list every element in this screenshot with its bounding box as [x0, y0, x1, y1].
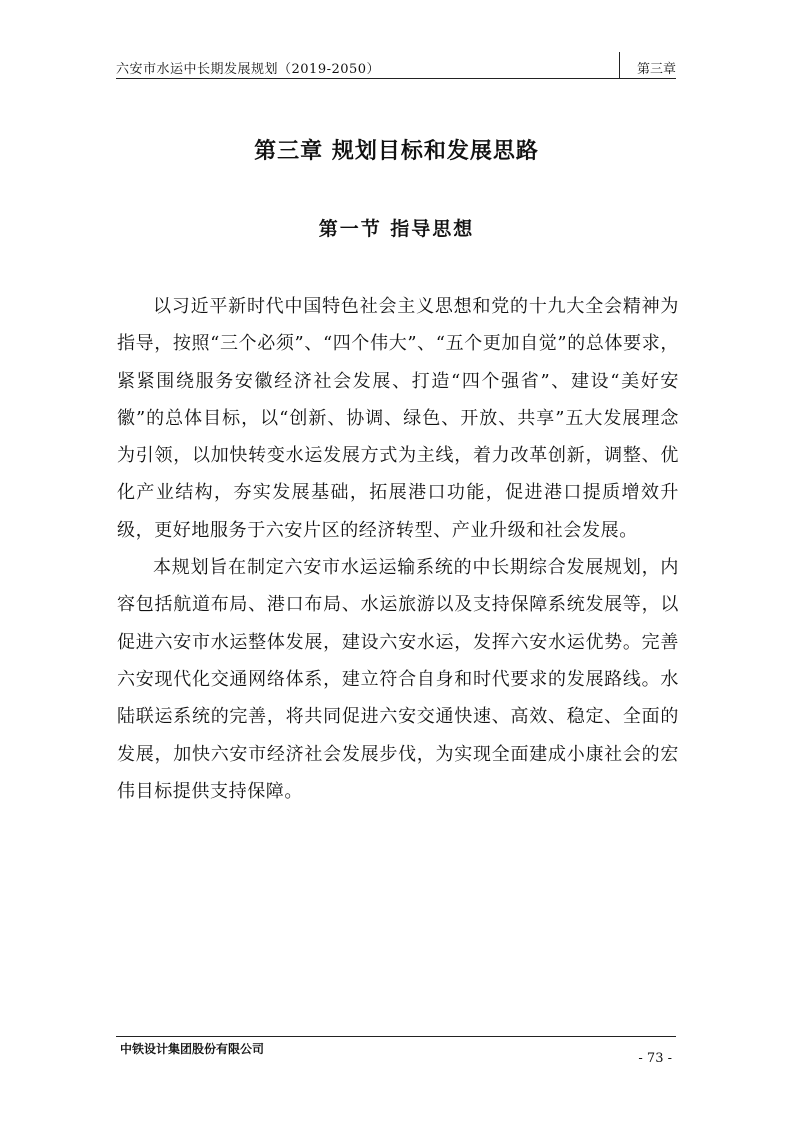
page-footer: [116, 1036, 676, 1066]
page-number: - 73 -: [638, 1051, 672, 1066]
header-document-title: 六安市水运中长期发展规划（2019-2050）: [116, 62, 381, 77]
paragraph: 以习近平新时代中国特色社会主义思想和党的十九大全会精神为指导，按照“三个必须”、“四个伟大”、“五个更加自觉”的总体要求，紧紧围绕服务安徽经济社会发展、打造“四个强省”、建设“美好安徽”的总体目标，以“创新、协调、绿色、开放、共享”五大发展理念为引领，以加快转变水运发展方式为主线，着力改革创新，调整、优化产业结构，夯实发展基础，拓展港口功能，促进港口提质增效升级，更好地服务于六安片区的经济转型、产业升级和社会发展。: [117, 296, 679, 541]
footer-company-name: 中铁设计集团股份有限公司: [120, 1042, 265, 1056]
section-title: 第一节 指导思想: [318, 218, 475, 240]
body-text: [117, 288, 679, 810]
paragraph: 本规划旨在制定六安市水运运输系统的中长期综合发展规划，内容包括航道布局、港口布局、水运旅游以及支持保障系统发展等，以促进六安市水运整体发展，建设六安水运，发挥六安水运优势。完善六安现代化交通网络体系，建立符合自身和时代要求的发展路线。水陆联运系统的完善，将共同促进六安交通快速、高效、稳定、全面的发展，加快六安市经济社会发展步伐，为实现全面建成小康社会的宏伟目标提供支持保障。: [117, 557, 679, 802]
chapter-title: 第三章 规划目标和发展思路: [254, 139, 539, 164]
page-header: [116, 52, 676, 79]
header-divider: [619, 52, 620, 78]
header-chapter-label: 第三章: [636, 62, 676, 77]
